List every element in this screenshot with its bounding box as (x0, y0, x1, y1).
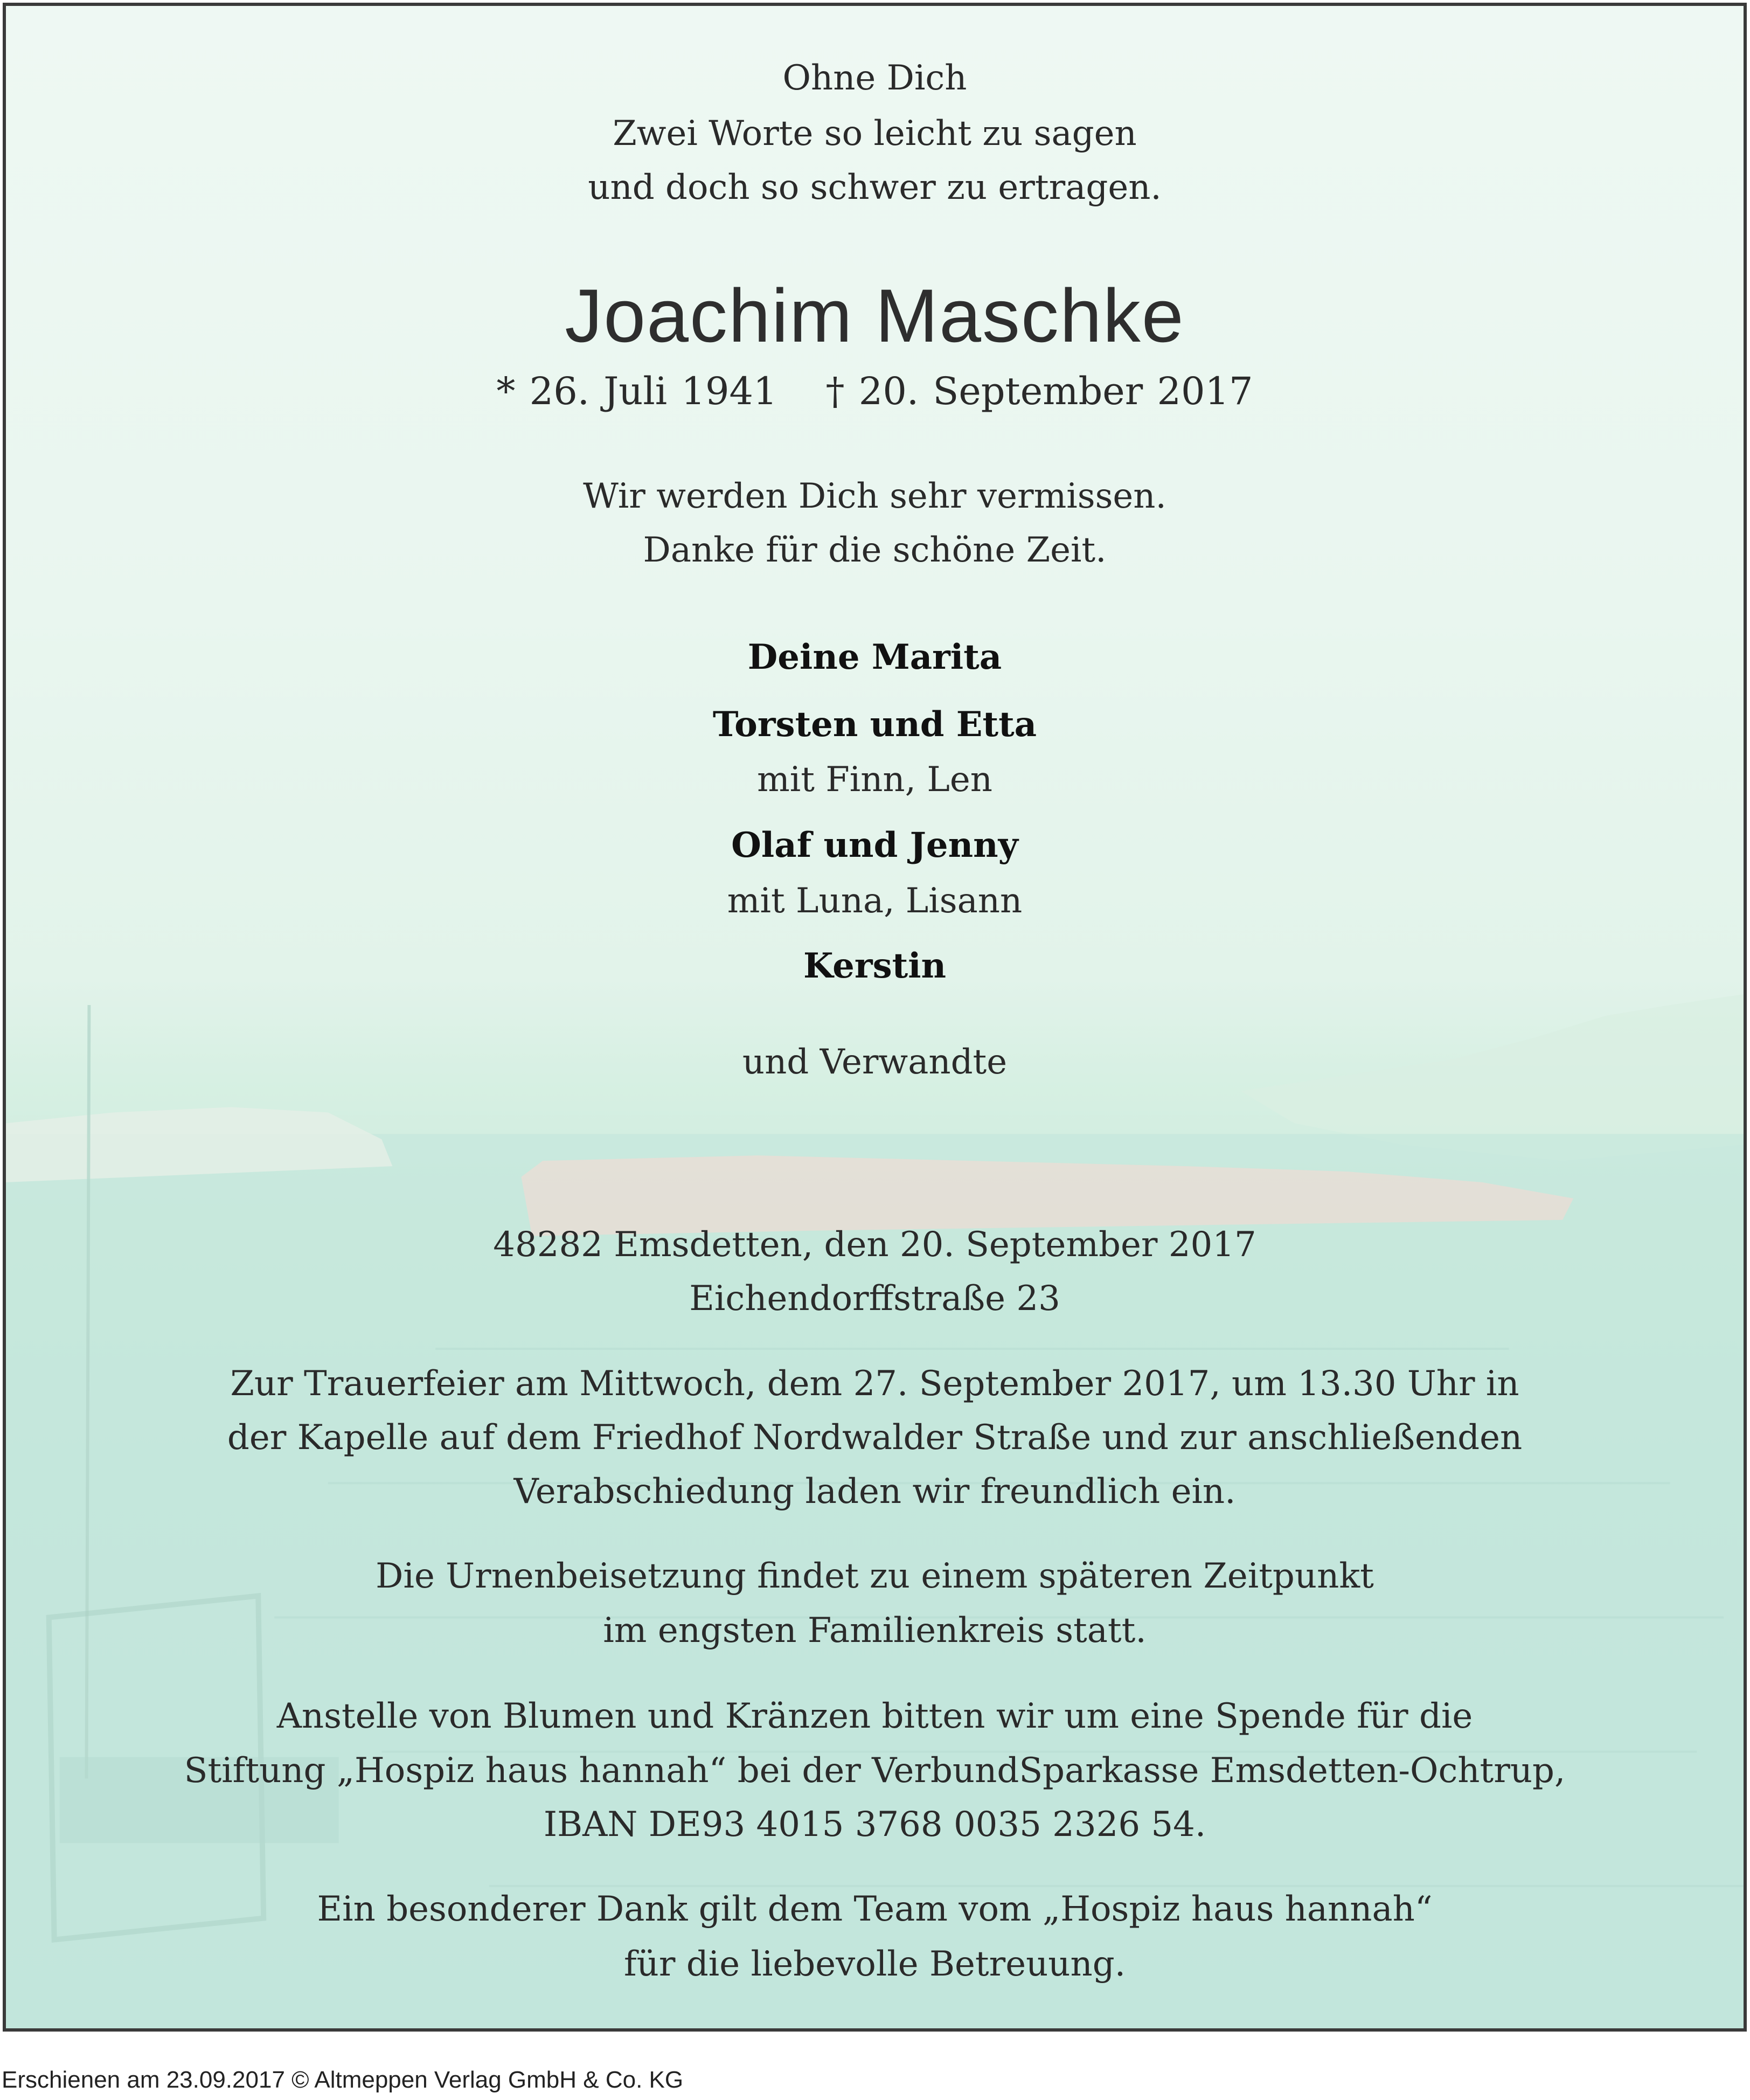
message-line-2: Danke für die schöne Zeit. (643, 530, 1107, 570)
mourner-spouse: Deine Marita (747, 637, 1002, 677)
donation-line-3: IBAN DE93 4015 3768 0035 2326 54. (543, 1805, 1206, 1845)
urn-line-1: Die Urnenbeisetzung findet zu einem späteren Zeitpunkt (376, 1556, 1374, 1596)
mourner-family-2: Olaf und Jenny (731, 825, 1018, 865)
life-dates (6, 369, 1744, 413)
thanks-line-2: für die liebevolle Betreuung. (623, 1944, 1126, 1984)
message-line-1: Wir werden Dich sehr vermissen. (583, 476, 1166, 516)
funeral-line-2: der Kapelle auf dem Friedhof Nordwalder Straße und zur anschließenden (227, 1418, 1523, 1458)
death-date: † 20. September 2017 (825, 369, 1253, 413)
poem-line-1: Ohne Dich (782, 58, 967, 98)
donation-line-2: Stiftung „Hospiz haus hannah“ bei der VerbundSparkasse Emsdetten-Ochtrup, (184, 1751, 1566, 1791)
address-place-date: 48282 Emsdetten, den 20. September 2017 (493, 1225, 1256, 1265)
deceased-name: Joachim Maschke (565, 273, 1185, 358)
mourner-other: Kerstin (803, 946, 947, 986)
publication-footer: Erschienen am 23.09.2017 © Altmeppen Verlag GmbH & Co. KG (2, 2067, 684, 2093)
poem-line-3: und doch so schwer zu ertragen. (588, 168, 1162, 207)
thanks-line-1: Ein besonderer Dank gilt dem Team vom „Hospiz haus hannah“ (317, 1889, 1433, 1929)
donation-line-1: Anstelle von Blumen und Kränzen bitten wir um eine Spende für die (276, 1696, 1473, 1736)
urn-line-2: im engsten Familienkreis statt. (603, 1611, 1147, 1651)
mourner-family-2-children: mit Luna, Lisann (727, 881, 1023, 921)
funeral-line-3: Verabschiedung laden wir freundlich ein. (513, 1472, 1236, 1512)
mourner-relatives: und Verwandte (742, 1042, 1008, 1082)
mourner-family-1: Torsten und Etta (712, 704, 1037, 745)
birth-date: * 26. Juli 1941 (496, 369, 777, 413)
obituary-notice (3, 3, 1747, 2032)
address-street: Eichendorffstraße 23 (689, 1279, 1060, 1319)
poem-line-2: Zwei Worte so leicht zu sagen (613, 114, 1137, 154)
funeral-line-1: Zur Trauerfeier am Mittwoch, dem 27. September 2017, um 13.30 Uhr in (230, 1364, 1519, 1404)
mourner-family-1-children: mit Finn, Len (757, 760, 992, 800)
